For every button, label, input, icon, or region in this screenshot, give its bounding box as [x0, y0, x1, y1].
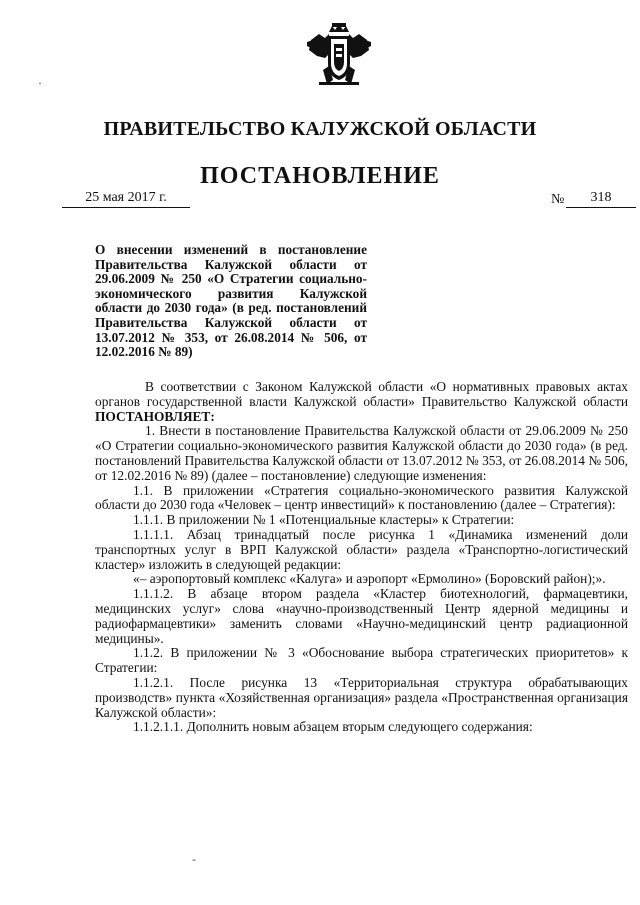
document-number: 318 — [566, 190, 636, 208]
paragraph-1-1-2-1-1: 1.1.2.1.1. Дополнить новым абзацем вторым следующего содержания: — [133, 719, 533, 735]
document-body — [95, 380, 628, 735]
organization-title: ПРАВИТЕЛЬСТВО КАЛУЖСКОЙ ОБЛАСТИ — [103, 118, 537, 140]
paragraph-1: 1. Внести в постановление Правительства Калужской области от 29.06.2009 № 250 «О Стратегии социально-экономического развития Калужской области до 2030 года» (в ред. постановлений Правительства Калужской области от 13.07.2012 № 353, от 26.08.2014 № 506, от 12.02.2016 № 89) (далее – постановление) следующие изменения: — [95, 423, 628, 483]
document-number-label: № — [551, 192, 565, 207]
intro-paragraph — [95, 380, 628, 424]
document-date: 25 мая 2017 г. — [62, 190, 190, 208]
intro-decree-word: ПОСТАНОВЛЯЕТ: — [95, 408, 215, 424]
document-subject: О внесении изменений в постановление Правительства Калужской области от 29.06.2009 № 250 «О Стратегии социально-экономического развития Калужской области до 2030 года» (в ред. постановлений Правительства Калужской области от 13.07.2012 № 353, от 26.08.2014 № 506, от 12.02.2016 № 89) — [95, 242, 367, 360]
coat-of-arms-icon — [305, 22, 373, 86]
paragraph-1-1-1-1: 1.1.1.1. Абзац тринадцатый после рисунка 1 «Динамика изменений доли транспортных услуг в ВРП Калужской области» раздела «Транспортно-логистический кластер» изложить в следующей редакции: — [95, 526, 628, 572]
paragraph-quote: «– аэропортовый комплекс «Калуга» и аэропорт «Ермолино» (Боровский район);». — [133, 571, 606, 587]
scan-mark: - — [192, 852, 196, 866]
paragraph-1-1-2: 1.1.2. В приложении № 3 «Обоснование выбора стратегических приоритетов» к Стратегии: — [95, 645, 628, 676]
paragraph-1-1-1-2: 1.1.1.2. В абзаце втором раздела «Кластер биотехнологий, фармацевтики, медицинских услуг» слова «научно-производственный Центр ядерной медицины и радиофармацевтики» заменить словами «Научно-медицинский центр радиационной медицины». — [95, 586, 628, 646]
paragraph-1-1-1: 1.1.1. В приложении № 1 «Потенциальные кластеры» к Стратегии: — [133, 512, 515, 528]
intro-text: В соответствии с Законом Калужской области «О нормативных правовых актах органов государственной власти Калужской области» Правительство Калужской области — [95, 379, 628, 409]
paragraph-1-1-2-1: 1.1.2.1. После рисунка 13 «Территориальная структура обрабатывающих производств» пункта «Хозяйственная организация» раздела «Пространственная организация Калужской области»: — [95, 674, 628, 720]
paragraph-1-1: 1.1. В приложении «Стратегия социально-экономического развития Калужской области до 2030 года «Человек – центр инвестиций» к постановлению (далее – Стратегия): — [95, 482, 628, 513]
document-type-title: ПОСТАНОВЛЕНИЕ — [200, 163, 440, 189]
scan-mark: · — [38, 76, 42, 90]
